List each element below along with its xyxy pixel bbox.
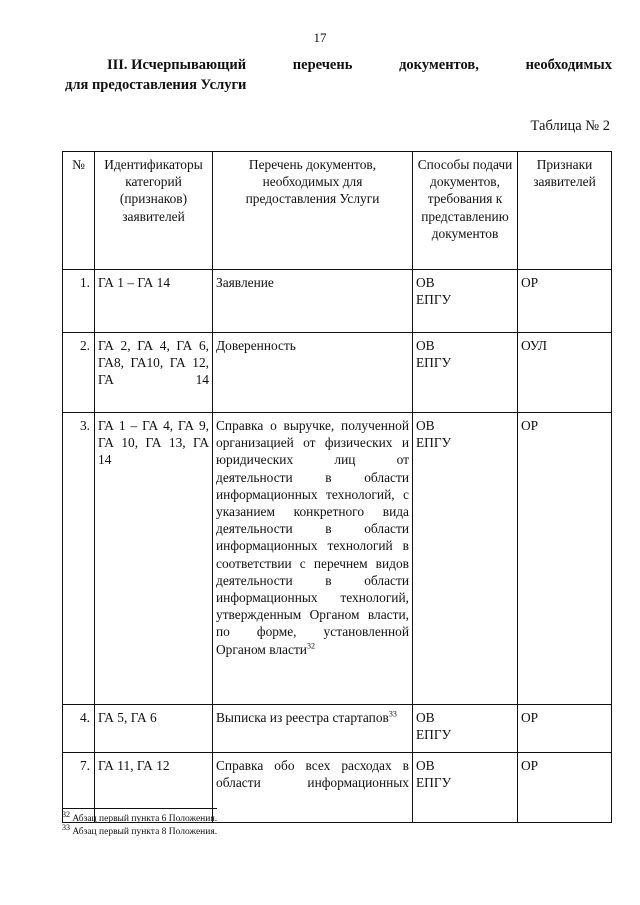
header-signs: Признаки заявителей [518, 152, 612, 270]
table-row [63, 270, 612, 333]
table-row [63, 413, 612, 705]
row-methods: ОВ ЕПГУ [413, 270, 518, 333]
row-document: Заявление [213, 270, 413, 333]
header-number: № [63, 152, 95, 270]
footnote-separator [62, 808, 217, 809]
row-number: 1. [63, 270, 95, 333]
table-header-row [63, 152, 612, 270]
row-methods: ОВ ЕПГУ [413, 705, 518, 753]
row-number: 7. [63, 753, 95, 823]
row-number: 3. [63, 413, 95, 705]
header-identifiers: Идентификаторы категорий (признаков) заявителей [95, 152, 213, 270]
heading-word: необходимых [525, 57, 612, 73]
row-document: Выписка из реестра стартапов$^{33}$ [213, 705, 413, 753]
heading-word: документов, [399, 57, 479, 73]
row-methods: ОВ ЕПГУ [413, 333, 518, 413]
footnotes [62, 809, 218, 839]
footnote: $^{32}$ Абзац первый пункта 6 Положения. [62, 809, 218, 824]
heading-word: III. Исчерпывающий [107, 57, 247, 73]
row-sign: ОУЛ [518, 333, 612, 413]
row-document: Доверенность [213, 333, 413, 413]
page-number: 17 [313, 30, 327, 45]
row-identifiers: ГА 1 – ГА 4, ГА 9, ГА 10, ГА 13, ГА 14 [95, 413, 213, 705]
table-row [63, 753, 612, 823]
header-documents: Перечень документов, необходимых для предоставления Услуги [213, 152, 413, 270]
heading-line-2: для предоставления Услуги [65, 77, 247, 93]
row-sign: ОР [518, 705, 612, 753]
row-sign: ОР [518, 270, 612, 333]
row-number: 2. [63, 333, 95, 413]
heading-word: перечень [292, 57, 353, 73]
row-identifiers: ГА 11, ГА 12 [95, 753, 213, 823]
footnote: $^{33}$ Абзац первый пункта 8 Положения. [62, 822, 218, 837]
section-heading [65, 55, 612, 95]
documents-table [62, 151, 612, 823]
row-methods: ОВ ЕПГУ [413, 753, 518, 823]
row-identifiers: ГА 5, ГА 6 [95, 705, 213, 753]
row-number: 4. [63, 705, 95, 753]
row-document: Справка о выручке, полученной организацией от физических и юридических лиц от деятельности в области информационных технологий, с указанием конкретного вида деятельности в области информационных технологий в соответствии с перечнем видов деятельности в области информационных технологий, утвержденным Органом власти, по форме, установленной Органом власти$^{32}$ [213, 413, 413, 705]
row-sign: ОР [518, 753, 612, 823]
row-sign: ОР [518, 413, 612, 705]
row-identifiers: ГА 1 – ГА 14 [95, 270, 213, 333]
table-caption: Таблица № 2 [530, 118, 610, 134]
table-row [63, 333, 612, 413]
row-methods: ОВ ЕПГУ [413, 413, 518, 705]
table-row [63, 705, 612, 753]
row-identifiers: ГА 2, ГА 4, ГА 6, ГА8, ГА10, ГА 12, ГА 14 [95, 333, 213, 413]
header-methods: Способы подачи документов, требования к представлению документов [413, 152, 518, 270]
row-document: Справка обо всех расходах в области информационных [213, 753, 413, 823]
